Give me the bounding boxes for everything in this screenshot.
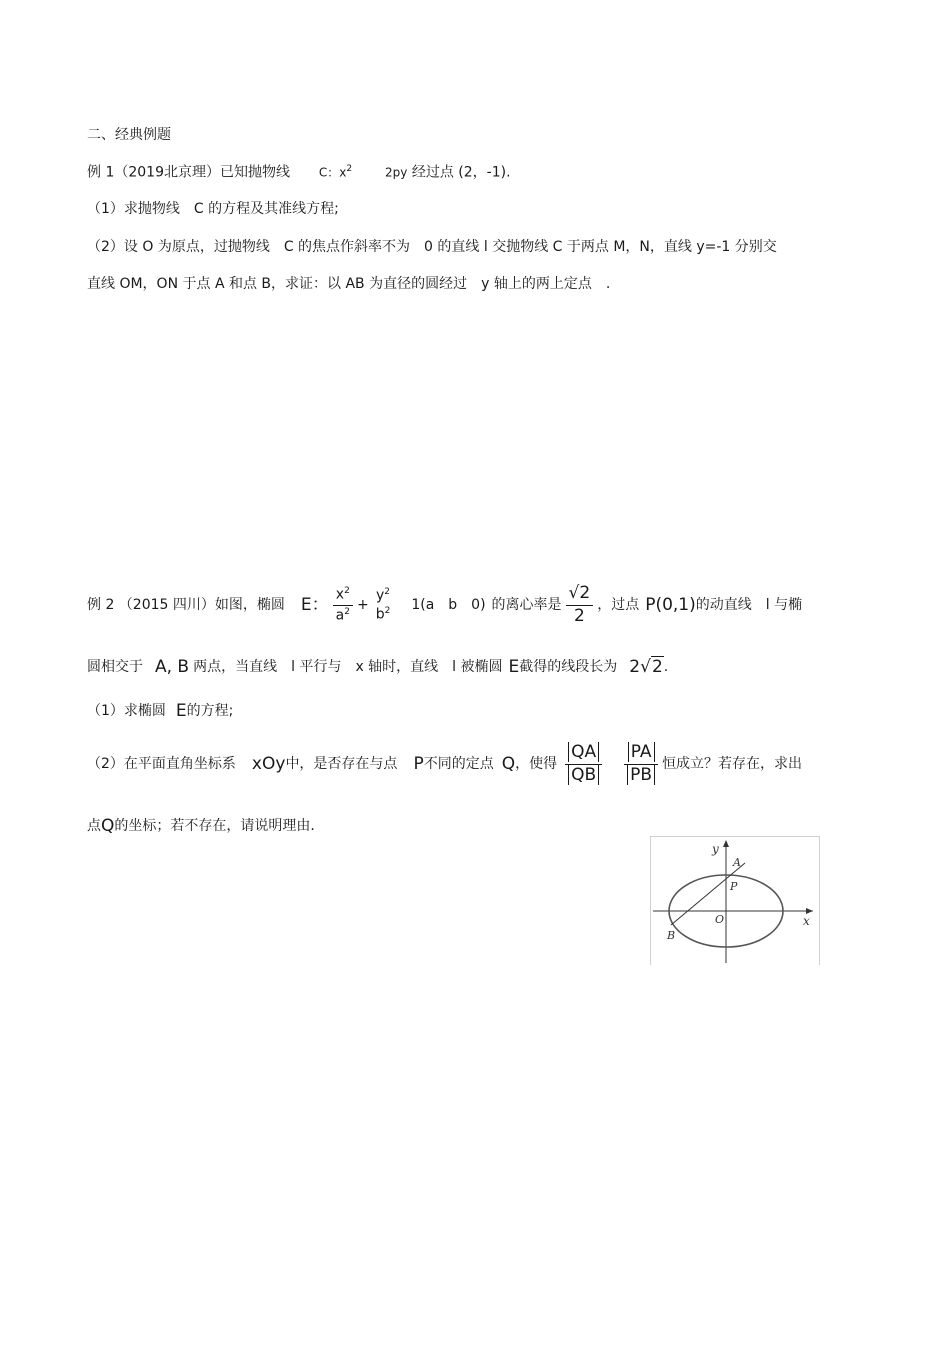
ex2-q1-b: 的方程; <box>186 703 234 719</box>
ellipse-figure <box>650 836 820 965</box>
ex2-e2: E <box>508 656 520 677</box>
ex2-q2-d: ，使得 <box>515 756 558 772</box>
ex2-line2-c: 截得的线段长为 <box>519 659 618 675</box>
ratio-pb: PB <box>627 765 655 785</box>
frac-y-num-exp: 2 <box>384 586 391 597</box>
frac-x-num: x <box>335 586 345 603</box>
ex2-seg-sqrt: √2 <box>640 656 663 677</box>
ex2-ratio-q <box>565 741 602 785</box>
ex2-label: 例 2 （2015 四川）如图，椭圆 <box>87 597 285 613</box>
ex2-q2-line2-a: 点 <box>87 818 101 834</box>
ex1-q2-line1: （2）设 O 为原点，过抛物线 C 的焦点作斜率不为 0 的直线 l 交抛物线 C 于两点 M，N，直线 y=-1 分别交 <box>87 239 777 255</box>
label-b: B <box>667 929 676 942</box>
ex2-plus: + <box>356 597 369 613</box>
frac-y-den: b <box>375 606 385 623</box>
label-x: x <box>803 914 810 928</box>
frac-x-den: a <box>335 607 345 624</box>
section-title: 二、经典例题 <box>87 127 171 143</box>
moving-line <box>671 863 745 925</box>
ex1-line1 <box>87 165 511 180</box>
ex2-line1 <box>87 580 802 630</box>
ratio-qb: QB <box>568 765 599 785</box>
label-o: O <box>715 913 725 926</box>
ex1-label: 例 1（2019北京理）已知抛物线 <box>87 164 290 181</box>
ex2-q2-line1 <box>87 738 802 790</box>
ex2-q1 <box>87 701 233 721</box>
ex2-q2-c: 不同的定点 <box>423 756 494 772</box>
ex2-q2-q: Q <box>501 753 516 774</box>
ex2-q2-line2 <box>87 816 315 836</box>
ex2-point-p: P(0,1) <box>645 594 696 615</box>
frac-x-den-exp: 2 <box>344 606 350 617</box>
ex2-q2-e: 恒成立？若存在，求出 <box>662 756 803 772</box>
ratio-pa: PA <box>628 742 655 762</box>
ex2-q2-a: （2）在平面直角坐标系 <box>87 756 236 772</box>
ex2-q1-e: E <box>175 700 187 721</box>
seg-rad: 2 <box>651 656 663 677</box>
ex2-q1-a: （1）求椭圆 <box>87 703 166 719</box>
label-p: P <box>730 880 738 893</box>
ex2-seg-coef: 2 <box>629 656 641 677</box>
ex1-q1: （1）求抛物线 C 的方程及其准线方程; <box>87 201 339 217</box>
ex2-q2-line2-q: Q <box>101 815 115 836</box>
ex2-line2 <box>87 656 668 678</box>
ex2-frac-y <box>373 588 394 623</box>
frac-y-den-exp: 2 <box>384 606 391 616</box>
ex2-q2-b: 中，是否存在与点 <box>285 756 398 772</box>
ellipse-diagram <box>651 837 819 965</box>
ex2-q2-line2-b: 的坐标；若不存在，请说明理由. <box>114 818 315 834</box>
ex2-after-ecc: ，过点 <box>597 597 640 613</box>
ex2-ecc-text: 的离心率是 <box>491 597 562 613</box>
ex2-ab: A, B <box>155 656 190 677</box>
ex2-q2-p: P <box>413 753 424 774</box>
ex2-e-label: E： <box>300 594 329 615</box>
ex2-frac-x <box>333 587 353 623</box>
ex2-ecc-frac <box>566 582 594 626</box>
ex1-curve: C：x <box>318 165 347 180</box>
label-y: y <box>712 842 719 856</box>
ecc-num: √2 <box>568 582 591 603</box>
ecc-den: 2 <box>573 605 585 626</box>
ex2-period: . <box>663 659 669 675</box>
label-a: A <box>733 856 741 869</box>
ex1-exp: 2 <box>346 164 353 174</box>
ex2-line2-b: 两点，当直线 l 平行与 x 轴时，直线 l 被椭圆 <box>193 659 503 675</box>
ratio-qa: QA <box>568 742 599 762</box>
ex2-xoy: xOy <box>251 753 286 774</box>
frac-y-num: y <box>376 587 385 604</box>
ex1-q2-line2: 直线 OM，ON 于点 A 和点 B，求证：以 AB 为直径的圆经过 y 轴上的两上定点 . <box>87 276 611 292</box>
ex2-line2-a: 圆相交于 <box>87 659 143 675</box>
ex1-curve-rhs: 2py <box>385 165 408 180</box>
frac-x-num-exp: 2 <box>344 586 350 597</box>
ex2-eq-rhs: 1(a b 0) <box>411 597 486 613</box>
y-axis-arrow <box>723 840 729 847</box>
ex2-ratio-p <box>624 741 658 785</box>
ex1-passes: 经过点 (2，-1). <box>411 164 511 181</box>
ex2-moving-line: 的动直线 l 与椭 <box>695 597 803 613</box>
